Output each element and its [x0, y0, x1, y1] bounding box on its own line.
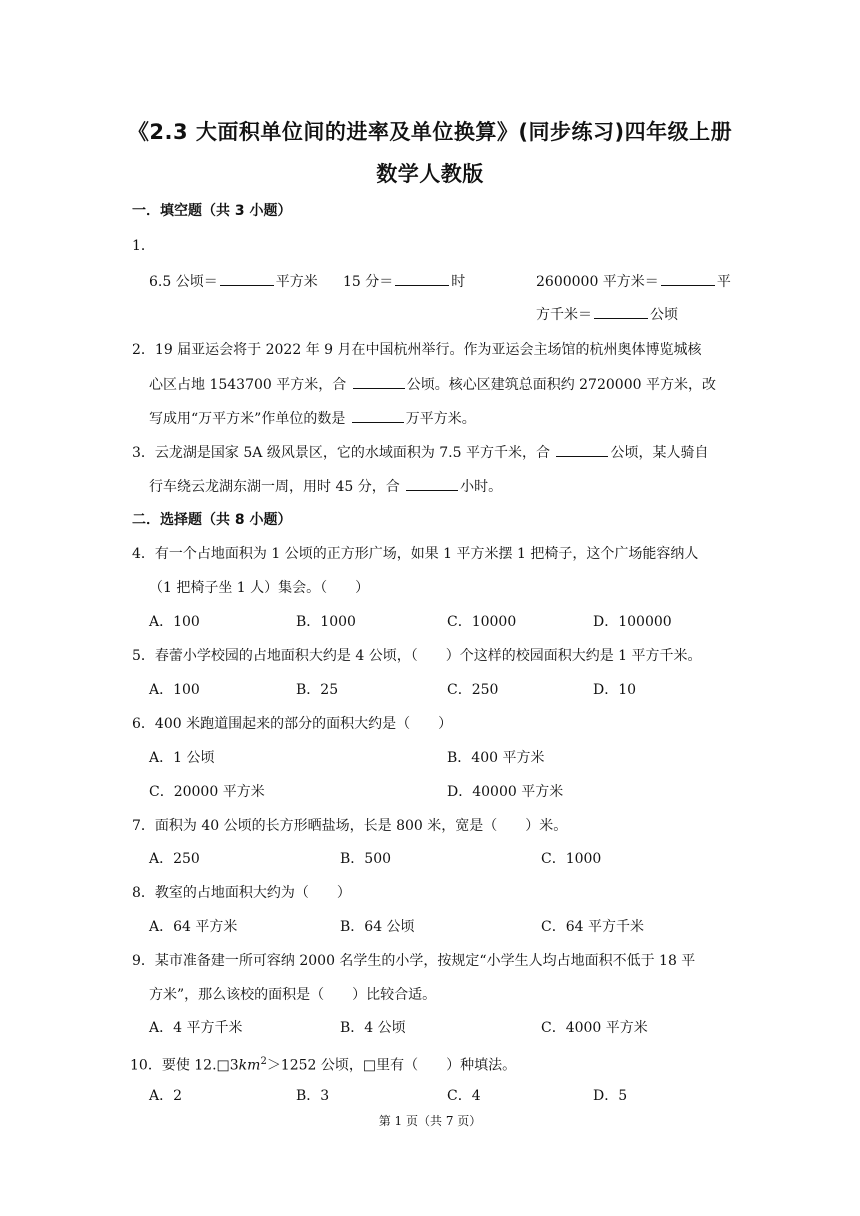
q2-text: 万平方米。: [405, 411, 476, 427]
q2-text: 心区占地 1543700 平方米，合: [149, 377, 351, 393]
option-b[interactable]: B．64 公顷: [340, 919, 415, 935]
q2-text: 公顷。核心区建筑总面积约 2720000 平方米，改: [406, 377, 716, 393]
q3-text: 行车绕云龙湖东湖一周，用时 45 分，合: [149, 479, 405, 495]
q1-b-text: 15 分＝: [343, 274, 394, 290]
option-c[interactable]: C．4: [447, 1088, 481, 1104]
question-8-line-1: 8．教室的占地面积大约为（ ）: [132, 885, 351, 901]
q1-c-text: 2600000 平方米＝: [536, 274, 659, 290]
question-1-part-a: [149, 271, 318, 292]
option-a[interactable]: A．250: [149, 851, 200, 867]
q1-a-text: 6.5 公顷＝: [149, 274, 218, 290]
answer-blank[interactable]: [395, 271, 449, 286]
option-d[interactable]: D．5: [593, 1088, 628, 1104]
option-c[interactable]: C．20000 平方米: [149, 784, 265, 800]
page-footer: 第 1 页（共 7 页）: [378, 1114, 482, 1128]
answer-blank[interactable]: [556, 442, 608, 457]
option-b[interactable]: B．4 公顷: [340, 1020, 406, 1036]
option-b[interactable]: B．500: [340, 851, 392, 867]
question-6-line-1: 6．400 米跑道围起来的部分的面积大约是（ ）: [132, 716, 453, 732]
question-1-part-c: [536, 271, 731, 292]
q1-c-unit: 平: [716, 274, 731, 290]
option-c[interactable]: C．10000: [447, 614, 517, 630]
option-a[interactable]: A．100: [149, 614, 200, 630]
q3-text: 小时。: [460, 479, 503, 495]
q3-text: 3．云龙湖是国家 5A 级风景区，它的水域面积为 7.5 平方千米，合: [132, 445, 555, 461]
q10-exponent: 2: [260, 1056, 267, 1067]
question-10-line-1: [130, 1052, 516, 1076]
option-c[interactable]: C．250: [447, 682, 499, 698]
question-1-part-b: [343, 271, 465, 292]
question-4-line-2: （1 把椅子坐 1 人）集会。（ ）: [149, 580, 370, 596]
q10-text-rest: ＞1252 公顷，□里有（ ）种填法。: [266, 1057, 517, 1074]
section-heading-fill-blank: 一．填空题（共 3 小题）: [132, 203, 292, 219]
option-b[interactable]: B．1000: [296, 614, 356, 630]
question-2-line-1: 2．19 届亚运会将于 2022 年 9 月在中国杭州举行。作为亚运会主场馆的杭州奥体博览城核: [132, 342, 702, 358]
option-a[interactable]: A．2: [149, 1088, 183, 1104]
answer-blank[interactable]: [406, 476, 458, 491]
q1-c2-unit: 公顷: [650, 307, 678, 323]
question-2-line-2: [149, 374, 716, 395]
q3-text: 公顷，某人骑自: [610, 445, 709, 461]
question-3-line-1: [132, 442, 708, 463]
question-2-line-3: [149, 408, 476, 429]
section-heading-multiple-choice: 二．选择题（共 8 小题）: [132, 512, 292, 528]
q1-c2-text: 方千米＝: [536, 307, 592, 323]
option-b[interactable]: B．400 平方米: [447, 750, 545, 766]
answer-blank[interactable]: [220, 271, 274, 286]
option-b[interactable]: B．3: [296, 1088, 330, 1104]
question-7-line-1: 7．面积为 40 公顷的长方形晒盐场，长是 800 米，宽是（ ）米。: [132, 818, 568, 834]
option-d[interactable]: D．40000 平方米: [447, 784, 564, 800]
answer-blank[interactable]: [353, 374, 405, 389]
question-9-line-2: 方米”，那么该校的面积是（ ）比较合适。: [149, 987, 437, 1003]
option-a[interactable]: A．1 公顷: [149, 750, 215, 766]
question-5-line-1: 5．春蕾小学校园的占地面积大约是 4 公顷，（ ）个这样的校园面积大约是 1 平方千米。: [132, 648, 702, 664]
option-c[interactable]: C．64 平方千米: [541, 919, 644, 935]
question-4-line-1: 4．有一个占地面积为 1 公顷的正方形广场，如果 1 平方米摆 1 把椅子，这个广场能容纳人: [132, 546, 699, 562]
option-a[interactable]: A．100: [149, 682, 200, 698]
option-a[interactable]: A．4 平方千米: [149, 1020, 243, 1036]
q1-b-unit: 时: [451, 274, 466, 290]
document-title-line1: 《2.3 大面积单位间的进率及单位换算》(同步练习)四年级上册: [127, 120, 733, 144]
q2-text: 写成用“万平方米”作单位的数是: [149, 411, 350, 427]
option-a[interactable]: A．64 平方米: [149, 919, 238, 935]
q10-text: 10．要使 12.□3: [130, 1057, 239, 1074]
q10-unit: km: [238, 1057, 261, 1074]
option-d[interactable]: D．10: [593, 682, 637, 698]
answer-blank[interactable]: [661, 271, 715, 286]
option-b[interactable]: B．25: [296, 682, 339, 698]
question-1-part-c-cont: [536, 304, 678, 325]
question-1-number: 1．: [132, 238, 155, 254]
answer-blank[interactable]: [594, 304, 648, 319]
option-c[interactable]: C．1000: [541, 851, 602, 867]
answer-blank[interactable]: [352, 408, 404, 423]
option-d[interactable]: D．100000: [593, 614, 672, 630]
option-c[interactable]: C．4000 平方米: [541, 1020, 648, 1036]
question-9-line-1: 9．某市准备建一所可容纳 2000 名学生的小学，按规定“小学生人均占地面积不低于 18 平: [132, 953, 696, 969]
document-title-line2: 数学人教版: [376, 162, 484, 186]
question-3-line-2: [149, 476, 502, 497]
q1-a-unit: 平方米: [275, 274, 318, 290]
